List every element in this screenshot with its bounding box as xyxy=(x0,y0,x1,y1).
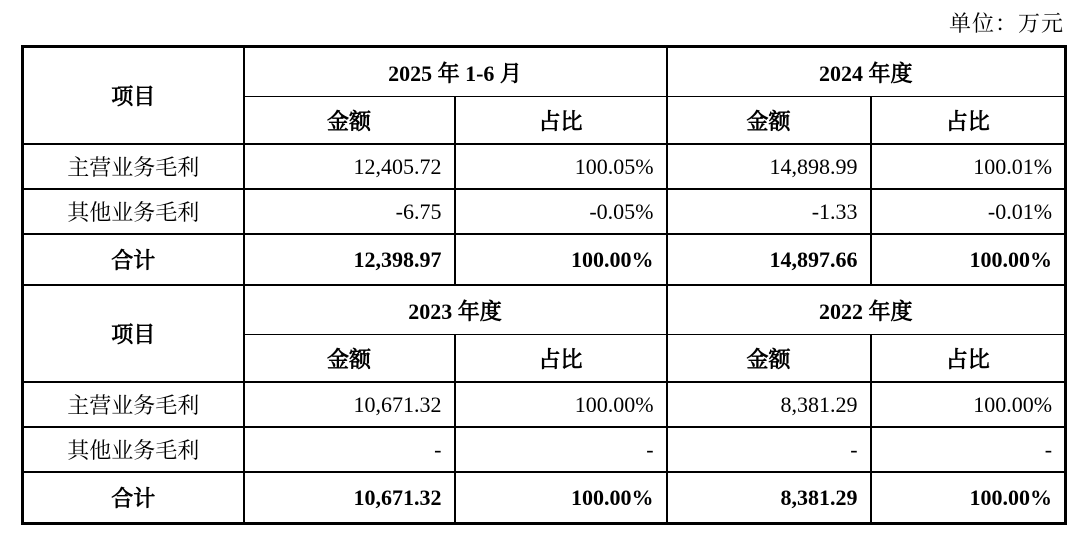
column-header-ratio: 占比 xyxy=(455,97,667,145)
row-label: 其他业务毛利 xyxy=(23,427,244,472)
table-cell: -0.05% xyxy=(455,189,667,234)
column-header-amount: 金额 xyxy=(244,97,455,145)
table-row-main-gross-profit xyxy=(23,382,1066,427)
table-cell: 100.00% xyxy=(871,234,1066,285)
table-cell: - xyxy=(667,427,871,472)
row-label-total: 合计 xyxy=(23,472,244,524)
table-cell: 12,398.97 xyxy=(244,234,455,285)
table-cell: 100.00% xyxy=(871,382,1066,427)
row-label: 主营业务毛利 xyxy=(23,382,244,427)
table-row-main-gross-profit xyxy=(23,144,1066,189)
row-label: 其他业务毛利 xyxy=(23,189,244,234)
table-cell: 14,898.99 xyxy=(667,144,871,189)
table-row-other-gross-profit xyxy=(23,189,1066,234)
unit-label: 单位：万元 xyxy=(948,11,1064,36)
column-header-ratio: 占比 xyxy=(871,335,1066,383)
table-cell: 100.00% xyxy=(455,382,667,427)
table-cell: - xyxy=(871,427,1066,472)
table-cell: -6.75 xyxy=(244,189,455,234)
table-row-total xyxy=(23,234,1066,285)
table-cell: 8,381.29 xyxy=(667,382,871,427)
table-cell: - xyxy=(455,427,667,472)
column-header-period-2023: 2023 年度 xyxy=(244,285,667,335)
table-cell: 100.00% xyxy=(871,472,1066,524)
column-header-ratio: 占比 xyxy=(455,335,667,383)
table-cell: 10,671.32 xyxy=(244,382,455,427)
table-cell: -0.01% xyxy=(871,189,1066,234)
table-cell: 14,897.66 xyxy=(667,234,871,285)
table-cell: 100.00% xyxy=(455,234,667,285)
header-row-periods-2 xyxy=(23,285,1066,335)
row-label: 主营业务毛利 xyxy=(23,144,244,189)
row-label-total: 合计 xyxy=(23,234,244,285)
column-header-period-2024: 2024 年度 xyxy=(667,47,1066,97)
table-cell: 100.00% xyxy=(455,472,667,524)
column-header-ratio: 占比 xyxy=(871,97,1066,145)
column-header-item: 项目 xyxy=(23,47,244,145)
table-cell: 100.01% xyxy=(871,144,1066,189)
column-header-period-2022: 2022 年度 xyxy=(667,285,1066,335)
table-cell: 100.05% xyxy=(455,144,667,189)
column-header-item: 项目 xyxy=(23,285,244,382)
gross-profit-table xyxy=(21,45,1067,525)
column-header-amount: 金额 xyxy=(667,335,871,383)
column-header-amount: 金额 xyxy=(667,97,871,145)
column-header-period-2025: 2025 年 1-6 月 xyxy=(244,47,667,97)
table-row-other-gross-profit xyxy=(23,427,1066,472)
table-cell: -1.33 xyxy=(667,189,871,234)
table-row-total xyxy=(23,472,1066,524)
table-cell: - xyxy=(244,427,455,472)
table-cell: 12,405.72 xyxy=(244,144,455,189)
header-row-periods-1 xyxy=(23,47,1066,97)
table-cell: 8,381.29 xyxy=(667,472,871,524)
table-cell: 10,671.32 xyxy=(244,472,455,524)
column-header-amount: 金额 xyxy=(244,335,455,383)
